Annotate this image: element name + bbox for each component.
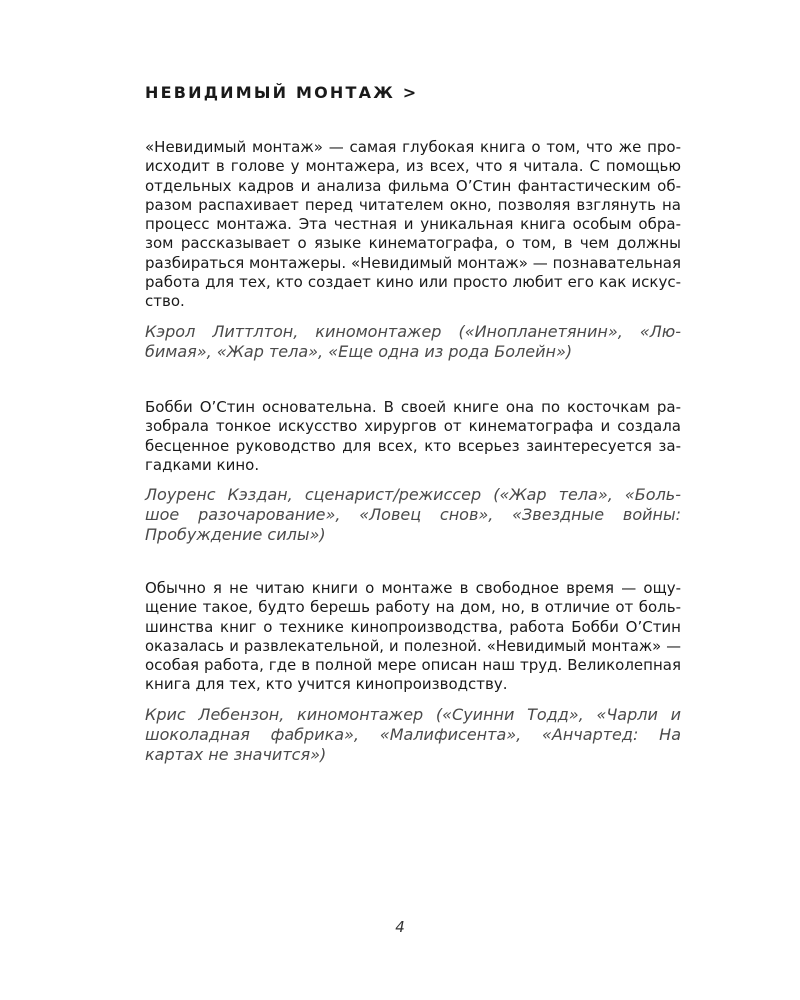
attribution-line: Кэрол Литтлтон, киномонтажер («Инопланетянин», «Лю- — [145, 321, 681, 341]
review-attribution — [145, 322, 681, 362]
review-quote — [145, 138, 681, 312]
attribution-line: шое разочарование», «Ловец снов», «Звездные войны: — [145, 505, 681, 525]
attribution-line: Лоуренс Кэздан, сценарист/режиссер («Жар тела», «Боль- — [145, 485, 681, 505]
review-2 — [145, 398, 681, 545]
attribution-line: Крис Лебензон, киномонтажер («Суинни Тодд», «Чарли и — [145, 704, 681, 724]
quote-line: гадками кино. — [145, 455, 260, 474]
quote-line: работа для тех, кто создает кино или просто любит его как искус- — [145, 273, 681, 292]
page-number: 4 — [395, 918, 405, 936]
running-header: НЕВИДИМЫЙ МОНТАЖ > — [145, 83, 419, 102]
quote-line: особая работа, где в полной мере описан наш труд. Великолепная — [145, 656, 681, 675]
review-quote — [145, 398, 681, 475]
quote-line: зобрала тонкое искусство хирургов от кинематографа и создала — [145, 417, 681, 436]
quote-line: «Невидимый монтаж» — самая глубокая книга о том, что же про- — [145, 138, 681, 156]
review-attribution — [145, 485, 681, 545]
attribution-line: бимая», «Жар тела», «Еще одна из рода Болейн») — [145, 341, 573, 361]
quote-line: процесс монтажа. Эта честная и уникальная книга особым обра- — [145, 215, 681, 234]
attribution-line: шоколадная фабрика», «Малифисента», «Анчартед: На — [145, 724, 681, 744]
review-1 — [145, 138, 681, 362]
review-attribution — [145, 705, 681, 765]
review-3 — [145, 579, 681, 765]
quote-line: разом распахивает перед читателем окно, позволяя взглянуть на — [145, 195, 681, 214]
attribution-line: картах не значится») — [145, 744, 327, 764]
quote-line: зом рассказывает о языке кинематографа, о том, в чем должны — [145, 234, 681, 253]
quote-line: оказалась и развлекательной, и полезной. «Невидимый монтаж» — — [145, 637, 681, 655]
quote-line: щение такое, будто берешь работу на дом, но, в отличие от боль- — [145, 598, 681, 617]
quote-line: отдельных кадров и анализа фильма О’Стин фантастическим об- — [145, 176, 681, 195]
quote-line: исходит в голове у монтажера, из всех, что я читала. С помощью — [145, 157, 681, 176]
quote-line: ство. — [145, 292, 185, 311]
review-quote — [145, 579, 681, 695]
quote-line: бесценное руководство для всех, кто всерьез заинтересуется за- — [145, 436, 681, 455]
quote-line: Бобби О’Стин основательна. В своей книге она по косточкам ра- — [145, 398, 681, 416]
quote-line: шинства книг о технике кинопроизводства, работа Бобби О’Стин — [145, 617, 681, 636]
quote-line: Обычно я не читаю книги о монтаже в свободное время — ощу- — [145, 579, 681, 597]
attribution-line: Пробуждение силы») — [145, 525, 326, 545]
quote-line: книга для тех, кто учится кинопроизводству. — [145, 675, 508, 694]
quote-line: разбираться монтажеры. «Невидимый монтаж» — познавательная — [145, 253, 681, 272]
